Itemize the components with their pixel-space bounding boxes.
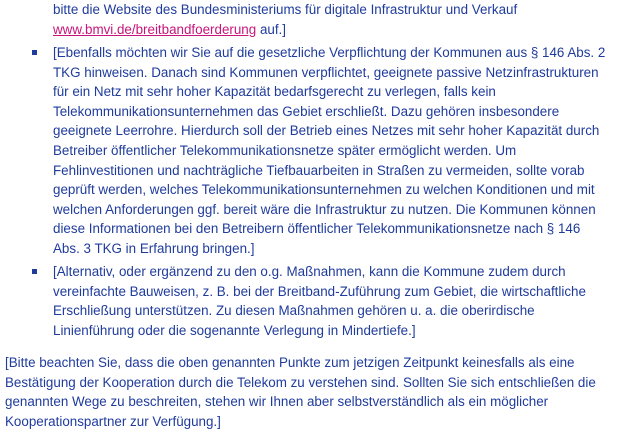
bullet-1-line: Fehlinvestitionen und nachträgliche Tiefbauarbeiten in Straßen zu vermeiden, sollte vorab [53,162,585,178]
intro-link-line [53,20,517,40]
bullet-marker [32,269,37,274]
closing-line: Kooperationspartner zur Verfügung.] [5,413,221,429]
bullet-1-line: für ein Netz mit sehr hoher Kapazität bedarfsgerecht zu verlegen, falls kein [53,84,496,100]
bullet-1-line: Abs. 3 TKG in Erfahrung bringen.] [53,240,255,256]
bmvi-link[interactable]: www.bmvi.de/breitbandfoerderung [53,21,257,37]
bullet-1-line: Telekommunikationsunternehmen das Gebiet erschließt. Dazu gehören insbesondere [53,103,560,119]
bullet-1-line: welchen Anforderungen ggf. bereit wäre die Infrastruktur zu nutzen. Die Kommunen können [53,201,596,217]
closing-line: Bestätigung der Kooperation durch die Telekom zu verstehen sind. Sollten Sie sich entschließen die [5,374,596,390]
intro-line: bitte die Website des Bundesministeriums für digitale Infrastruktur und Verkauf [53,2,518,17]
closing-paragraph [5,353,596,431]
bullet-paragraph-1 [53,43,605,259]
bullet-1-line: [Ebenfalls möchten wir Sie auf die gesetzliche Verpflichtung der Kommunen aus § 146 Abs. 2 [53,45,606,60]
bullet-2-line: vereinfachte Bauweisen, z. B. bei der Breitband-Zuführung zum Gebiet, die wirtschaftliche [53,283,586,299]
intro-paragraph [53,0,517,39]
bullet-1-line: diese Informationen bei den Betreibern öffentlicher Telekommunikationsnetze nach § 146 [53,221,581,237]
bullet-marker [32,50,37,55]
closing-line: [Bitte beachten Sie, dass die oben genannten Punkte zum jetzigen Zeitpunkt keinesfalls als eine [5,355,575,370]
bullet-1-line: geprüft werden, welches Telekommunikationsunternehmen zu welchen Konditionen und mit [53,182,595,198]
bullet-2-line: [Alternativ, oder ergänzend zu den o.g. Maßnahmen, kann die Kommune zudem durch [53,264,566,279]
bullet-1-line: Betreiber öffentlicher Telekommunikationsnetze später ermöglicht werden. Um [53,142,517,158]
bullet-2-line: Linienführung oder die sogenannte Verlegung in Mindertiefe.] [53,322,416,338]
bullet-1-line: geeignete Leerrohre. Hierdurch soll der Betrieb eines Netzes mit sehr hoher Kapazität durch [53,123,600,139]
bullet-paragraph-2 [53,262,586,340]
bullet-2-line: Erschließung unterstützen. Zu diesen Maßnahmen gehören u. a. die oberirdische [53,303,535,319]
intro-after-link: auf.] [256,21,286,37]
closing-line: genannten Wege zu beschreiten, stehen wir Ihnen aber selbstverständlich als ein möglicher [5,394,549,410]
bullet-1-line: TKG hinweisen. Danach sind Kommunen verpflichtet, geeignete passive Netzinfrastrukturen [53,64,599,80]
